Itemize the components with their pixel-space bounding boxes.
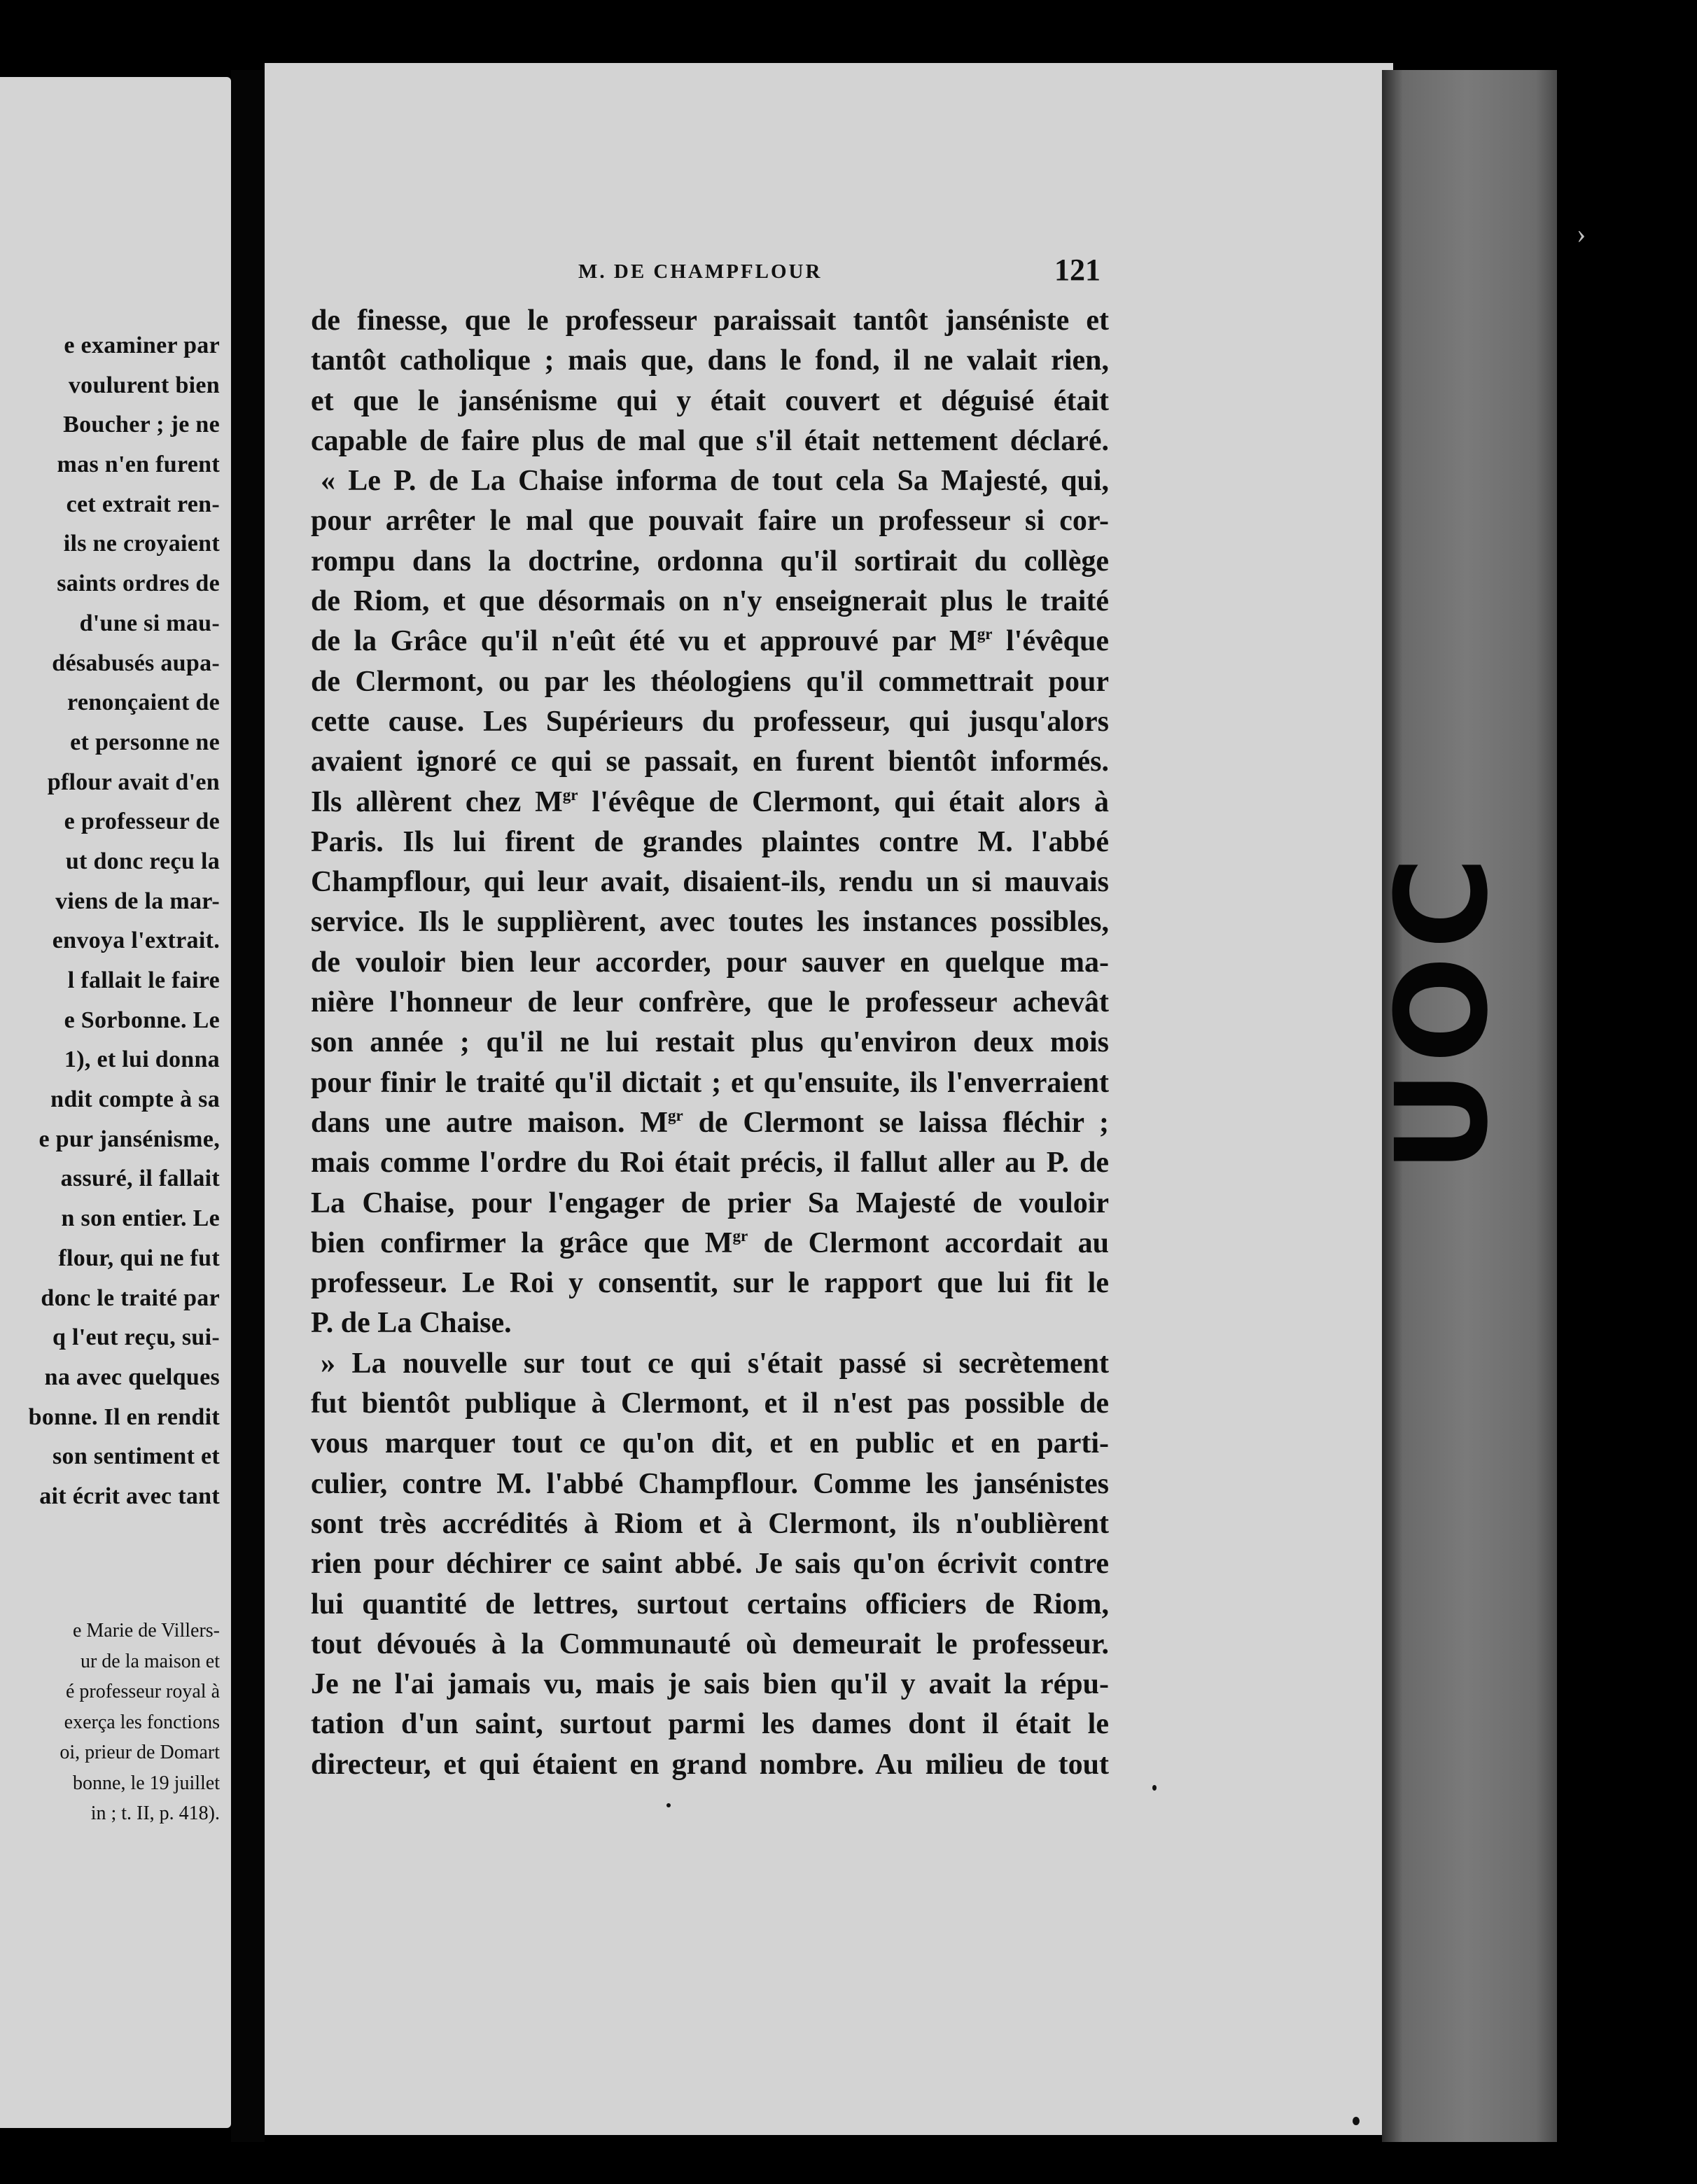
left-line: mas n'en furent — [57, 451, 220, 478]
book-gutter — [231, 70, 265, 2142]
text-line: Champflour, qui leur avait, disaient-ils, rendu un si mauvais — [311, 866, 1109, 899]
text-line: fut bientôt publique à Clermont, et il n'est pas possible de — [311, 1387, 1109, 1420]
text-line: tout dévoués à la Communauté où demeurait le professeur. — [311, 1628, 1109, 1660]
stamp-text: UOC — [1369, 849, 1516, 1173]
text-segment: de Clermont se laissa fléchir ; — [683, 1106, 1109, 1139]
body-text — [311, 301, 1109, 1785]
left-line: envoya l'extrait. — [52, 927, 220, 954]
left-footnote-line: oi, prieur de Domart — [60, 1742, 220, 1763]
text-line: de Riom, et que désormais on n'y enseignerait plus le traité — [311, 585, 1109, 618]
text-segment: Ils allèrent chez M — [311, 785, 563, 818]
left-line: n son entier. Le — [61, 1205, 220, 1232]
text-segment: dans une autre maison. M — [311, 1106, 668, 1139]
left-page-text — [29, 326, 220, 1517]
text-line: culier, contre M. l'abbé Champflour. Comme les jansénistes — [311, 1467, 1109, 1500]
text-line: lui quantité de lettres, surtout certains officiers de Riom, — [311, 1588, 1109, 1620]
left-line: flour, qui ne fut — [58, 1245, 220, 1271]
left-footnote-line: ur de la maison et — [80, 1650, 220, 1672]
left-footnote-line: e Marie de Villers- — [72, 1620, 220, 1642]
left-line: q l'eut reçu, sui- — [52, 1324, 220, 1351]
left-line: viens de la mar- — [55, 888, 220, 914]
text-line: professeur. Le Roi y consentit, sur le rapport que lui fit le — [311, 1267, 1109, 1300]
left-footnote-line: bonne, le 19 juillet — [73, 1772, 220, 1794]
left-line: na avec quelques — [44, 1364, 220, 1390]
text-line: pour finir le traité qu'il dictait ; et qu'ensuite, ils l'enverraient — [311, 1066, 1109, 1099]
text-segment: l'évêque — [992, 625, 1109, 658]
left-line: désabusés aupa- — [52, 650, 220, 676]
left-line: pflour avait d'en — [47, 769, 220, 795]
text-line: vous marquer tout ce qu'on dit, et en public et en parti- — [311, 1427, 1109, 1460]
text-line: La Chaise, pour l'engager de prier Sa Majesté de vouloir — [311, 1186, 1109, 1219]
left-line: ils ne croyaient — [63, 531, 220, 557]
left-line: saints ordres de — [57, 570, 220, 597]
left-line: bonne. Il en rendit — [28, 1404, 220, 1430]
text-line: » La nouvelle sur tout ce qui s'était passé si secrètement — [321, 1347, 1109, 1380]
text-line: de vouloir bien leur accorder, pour sauver en quelque ma- — [311, 946, 1109, 979]
superscript-gr: gr — [562, 785, 578, 804]
text-segment: bien confirmer la grâce que M — [311, 1226, 733, 1259]
left-footnote-line: exerça les fonctions — [64, 1711, 220, 1733]
left-footnote-line: in ; t. II, p. 418). — [90, 1802, 220, 1824]
left-line: cet extrait ren- — [66, 491, 220, 517]
left-line: donc le traité par — [41, 1284, 220, 1311]
text-line: et que le jansénisme qui y était couvert et déguisé était — [311, 384, 1109, 417]
library-stamp — [1369, 826, 1516, 1176]
text-line: Je ne l'ai jamais vu, mais je sais bien qu'il y avait la répu- — [311, 1668, 1109, 1701]
text-line: tation d'un saint, surtout parmi les dames dont il était le — [311, 1708, 1109, 1741]
left-line: l fallait le faire — [67, 967, 220, 993]
superscript-gr: gr — [667, 1105, 683, 1124]
left-line: ait écrit avec tant — [39, 1483, 220, 1509]
left-line: renonçaient de — [67, 690, 220, 716]
text-line — [311, 1224, 1109, 1264]
text-line: rompu dans la doctrine, ordonna qu'il sortirait du collège — [311, 545, 1109, 578]
text-segment: de Clermont accordait au — [748, 1226, 1109, 1259]
running-head: M. DE CHAMPFLOUR — [578, 260, 823, 283]
left-line: e pur jansénisme, — [39, 1126, 220, 1152]
left-line: assuré, il fallait — [60, 1166, 220, 1192]
print-speck — [666, 1803, 671, 1807]
text-line: nière l'honneur de leur confrère, que le professeur achevât — [311, 986, 1109, 1019]
text-line: avaient ignoré ce qui se passait, en furent bientôt informés. — [311, 746, 1109, 778]
text-line: de Clermont, ou par les théologiens qu'il commettrait pour — [311, 665, 1109, 698]
text-line: capable de faire plus de mal que s'il était nettement déclaré. — [311, 424, 1109, 457]
superscript-gr: gr — [977, 624, 993, 643]
left-line: ndit compte à sa — [50, 1086, 220, 1113]
print-speck — [1353, 2117, 1360, 2125]
text-line: rien pour déchirer ce saint abbé. Je sais qu'on écrivit contre — [311, 1548, 1109, 1581]
text-line: mais comme l'ordre du Roi était précis, il fallut aller au P. de — [311, 1147, 1109, 1180]
text-segment: l'évêque de Clermont, qui était alors à — [578, 785, 1110, 818]
left-line: d'une si mau- — [79, 610, 220, 636]
text-line — [311, 1103, 1109, 1143]
left-line: et personne ne — [70, 729, 220, 755]
text-line — [311, 783, 1109, 822]
page-number: 121 — [1054, 253, 1101, 287]
text-line: service. Ils le supplièrent, avec toutes les instances possibles, — [311, 906, 1109, 939]
superscript-gr: gr — [732, 1226, 748, 1245]
left-line: voulurent bien — [68, 372, 220, 398]
text-line: tantôt catholique ; mais que, dans le fond, il ne valait rien, — [311, 344, 1109, 377]
text-line: son année ; qu'il ne lui restait plus qu'environ deux mois — [311, 1026, 1109, 1059]
text-line: « Le P. de La Chaise informa de tout cela Sa Majesté, qui, — [321, 465, 1109, 498]
text-line: pour arrêter le mal que pouvait faire un professeur si cor- — [311, 505, 1109, 538]
left-line: e examiner par — [64, 332, 220, 358]
text-line: directeur, et qui étaient en grand nombre. Au milieu de tout — [311, 1748, 1109, 1781]
left-line: 1), et lui donna — [64, 1046, 220, 1073]
edge-mark: › — [1577, 218, 1586, 249]
text-segment: de la Grâce qu'il n'eût été vu et approuvé par M — [311, 625, 977, 658]
text-line: Paris. Ils lui firent de grandes plaintes contre M. l'abbé — [311, 825, 1109, 858]
left-line: e professeur de — [64, 808, 220, 835]
text-line — [311, 622, 1109, 662]
left-line: ut donc reçu la — [65, 848, 220, 874]
left-line: e Sorbonne. Le — [64, 1007, 220, 1033]
text-line: P. de La Chaise. — [311, 1307, 512, 1340]
main-page — [265, 63, 1393, 2135]
left-line: Boucher ; je ne — [63, 412, 220, 438]
left-page — [0, 77, 231, 2128]
print-speck — [1152, 1785, 1157, 1791]
text-line: de finesse, que le professeur paraissait tantôt janséniste et — [311, 304, 1109, 337]
left-footnote-line: é professeur royal à — [65, 1681, 220, 1702]
text-line: cette cause. Les Supérieurs du professeur, qui jusqu'alors — [311, 705, 1109, 738]
text-line: sont très accrédités à Riom et à Clermont, ils n'oublièrent — [311, 1507, 1109, 1540]
left-page-footnotes — [60, 1616, 220, 1829]
left-line: son sentiment et — [53, 1443, 220, 1470]
